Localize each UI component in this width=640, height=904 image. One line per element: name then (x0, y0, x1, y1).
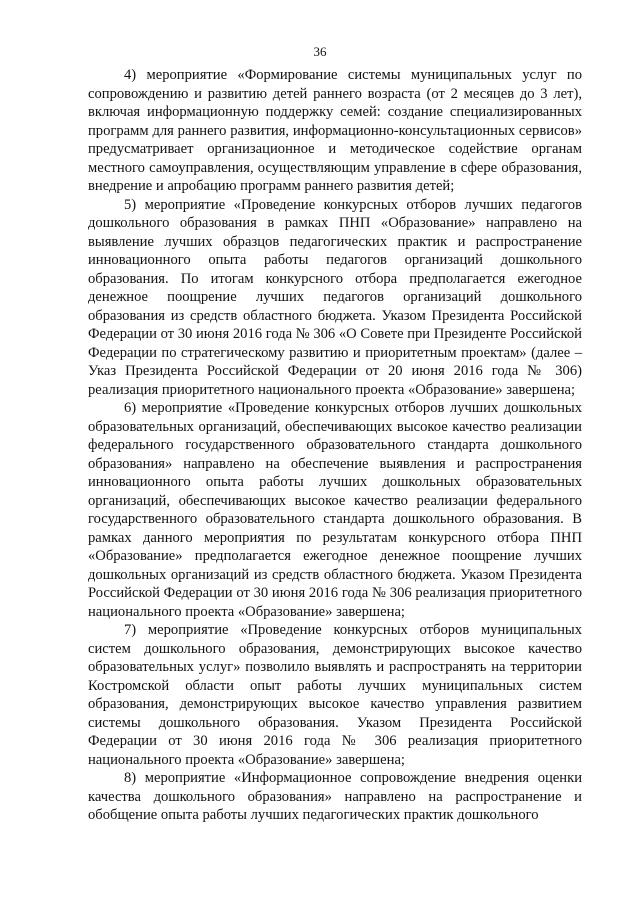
document-body (88, 66, 582, 825)
paragraph-item-5: 5) мероприятие «Проведение конкурсных отборов лучших педагогов дошкольного образования в рамках ПНП «Образование» направлено на выявление лучших образцов педагогических практик и распространение инновационного опыта работы педагогов организаций дошкольного образования. По итогам конкурсного отбора предполагается ежегодное денежное поощрение лучших педагогов организаций дошкольного образования из средств областного бюджета. Указом Президента Российской Федерации от 30 июня 2016 года № 306 «О Совете при Президенте Российской Федерации по стратегическому развитию и приоритетным проектам» (далее – Указ Президента Российской Федерации от 20 июня 2016 года № 306) реализация приоритетного национального проекта «Образование» завершена; (88, 196, 582, 398)
paragraph-item-7: 7) мероприятие «Проведение конкурсных отборов муниципальных систем дошкольного образования, демонстрирующих высокое качество образовательных услуг» позволило выявлять и распространять на территории Костромской области опыт работы лучших муниципальных систем образования, демонстрирующих высокое качество управления развитием системы дошкольного образования. Указом Президента Российской Федерации от 30 июня 2016 года № 306 реализация приоритетного национального проекта «Образование» завершена; (88, 622, 582, 768)
paragraph-item-6: 6) мероприятие «Проведение конкурсных отборов лучших дошкольных образовательных организаций, обеспечивающих высокое качество реализации федерального государственного образовательного стандарта дошкольного образования» направлено на обеспечение выявления и распространения инновационного опыта работы лучших дошкольных образовательных организаций, обеспечивающих высокое качество реализации федерального государственного образовательного стандарта дошкольного образования. В рамках данного мероприятия по результатам конкурсного отбора ПНП «Образование» предполагается ежегодное денежное поощрение лучших дошкольных организаций из средств областного бюджета. Указом Президента Российской Федерации от 30 июня 2016 года № 306 реализация приоритетного национального проекта «Образование» завершена; (88, 400, 582, 620)
page-number: 36 (313, 44, 327, 59)
paragraph-item-8: 8) мероприятие «Информационное сопровождение внедрения оценки качества дошкольного образования» направлено на распространение и обобщение опыта работы лучших педагогических практик дошкольного (88, 770, 582, 823)
paragraph-item-4: 4) мероприятие «Формирование системы муниципальных услуг по сопровождению и развитию детей раннего возраста (от 2 месяцев до 3 лет), включая информационную поддержку семей: создание специализированных программ для раннего развития, информационно-консультационных сервисов» предусматривает организационное и методическое содействие органам местного самоуправления, осуществляющим управление в сфере образования, внедрение и апробацию программ раннего развития детей; (88, 67, 582, 194)
